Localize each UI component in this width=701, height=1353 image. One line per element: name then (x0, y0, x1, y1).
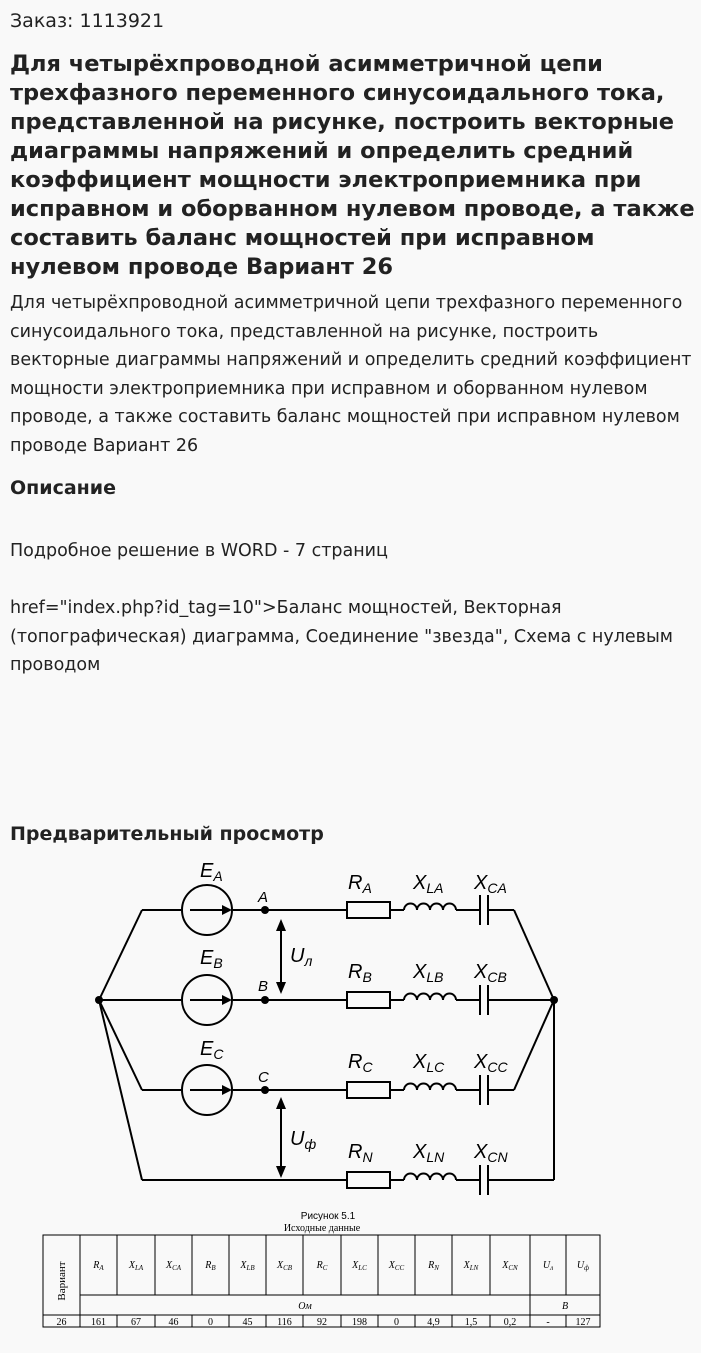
table-value-cell: 127 (575, 1317, 591, 1328)
task-text: Для четырёхпроводной асимметричной цепи трехфазного переменного синусоидального тока, представленной на рисунке, построить векторные диаграммы напряжений и определить средний коэффициент мощности электроприемника при исправном и оборванном нулевом проводе, а также составить баланс мощностей при исправном нулевом проводе Вариант 26 (10, 293, 692, 456)
table-value-cell: 1,5 (464, 1317, 478, 1328)
ra-label: $R_A$ (348, 872, 372, 896)
table-caption: Исходные данные (283, 1223, 361, 1234)
table-header-cell: $R_A$ (93, 1260, 104, 1272)
table-value-cell: 46 (168, 1317, 179, 1328)
table-value-cell: 161 (91, 1317, 106, 1328)
table-value-cell: 198 (352, 1317, 367, 1328)
table-header-cell: $R_N$ (428, 1260, 439, 1272)
node-b-label: B (258, 978, 269, 995)
order-number: Заказ: 1113921 (10, 10, 165, 32)
figure-caption: Рисунок 5.1 (300, 1211, 356, 1222)
description-text: Подробное решение в WORD - 7 страниц (10, 541, 388, 561)
table-header-cell: $U_ф$ (576, 1260, 590, 1272)
table-value-cell: 45 (242, 1317, 253, 1328)
description-heading: Описание (10, 477, 117, 499)
table-value-cell: 92 (317, 1317, 327, 1328)
table-header-cell: $X_{CA}$ (165, 1260, 182, 1272)
table-value-cell: - (546, 1317, 550, 1328)
table-header-cell: $X_{LN}$ (463, 1260, 479, 1272)
table-header-cell: $X_{LA}$ (128, 1260, 144, 1272)
uf-label: $U_ф$ (290, 1128, 317, 1152)
table-header-cell: $U_л$ (542, 1260, 554, 1272)
table-value-cell: 116 (277, 1317, 292, 1328)
page-title: Для четырёхпроводной асимметричной цепи трехфазного переменного синусоидального тока, представленной на рисунке, построить векторные диаграммы напряжений и определить средний коэффициент мощности электроприемника при исправном и оборванном нулевом проводе, а также составить баланс мощностей при исправном нулевом проводе Вариант 26 (10, 51, 695, 280)
ea-label: $E_A$ (200, 860, 223, 884)
unit-ohm: Ом (298, 1301, 312, 1312)
table-value-cell: 4,9 (427, 1317, 440, 1328)
eb-label: $E_B$ (200, 947, 223, 971)
xlc-label: $X_{LC}$ (413, 1051, 445, 1075)
rc-label: $R_C$ (348, 1051, 373, 1075)
table-value-cell: 26 (56, 1317, 67, 1328)
table-value-cell: 0 (394, 1317, 399, 1328)
xla-label: $X_{LA}$ (413, 872, 444, 896)
node-c-label: C (258, 1069, 269, 1086)
xln-label: $X_{LN}$ (413, 1141, 445, 1165)
xcb-label: $X_{CB}$ (474, 961, 507, 985)
tags-text: href="index.php?id_tag=10">Баланс мощностей, Векторная (топографическая) диаграмма, Соединение "звезда", Схема с нулевым проводом (10, 598, 674, 675)
unit-volt: В (561, 1301, 569, 1312)
xcn-label: $X_{CN}$ (474, 1141, 508, 1165)
table-header-cell: $X_{CN}$ (502, 1260, 518, 1272)
table-header-cell: $X_{LC}$ (352, 1260, 367, 1272)
circuit-diagram (0, 850, 701, 1230)
ul-label: $U_л$ (290, 945, 313, 969)
rn-label: $R_N$ (348, 1141, 373, 1165)
table-header-cell: $R_B$ (205, 1260, 216, 1272)
ec-label: $E_C$ (200, 1038, 224, 1062)
table-header-cell: $X_{CC}$ (388, 1260, 405, 1272)
table-header-cell: $X_{LB}$ (240, 1260, 255, 1272)
table-value-cell: 0 (208, 1317, 213, 1328)
variant-header: Вариант (56, 1261, 68, 1301)
table-value-cell: 67 (131, 1317, 141, 1328)
data-table (0, 1220, 701, 1330)
table-value-cell: 0,2 (503, 1317, 517, 1328)
rb-label: $R_B$ (348, 961, 372, 985)
xlb-label: $X_{LB}$ (413, 961, 444, 985)
table-header-cell: $X_{CB}$ (276, 1260, 293, 1272)
preview-heading: Предварительный просмотр (10, 823, 324, 845)
xca-label: $X_{CA}$ (474, 872, 507, 896)
node-a-label: A (258, 889, 269, 906)
xcc-label: $X_{CC}$ (474, 1051, 508, 1075)
table-header-cell: $R_C$ (316, 1260, 328, 1272)
